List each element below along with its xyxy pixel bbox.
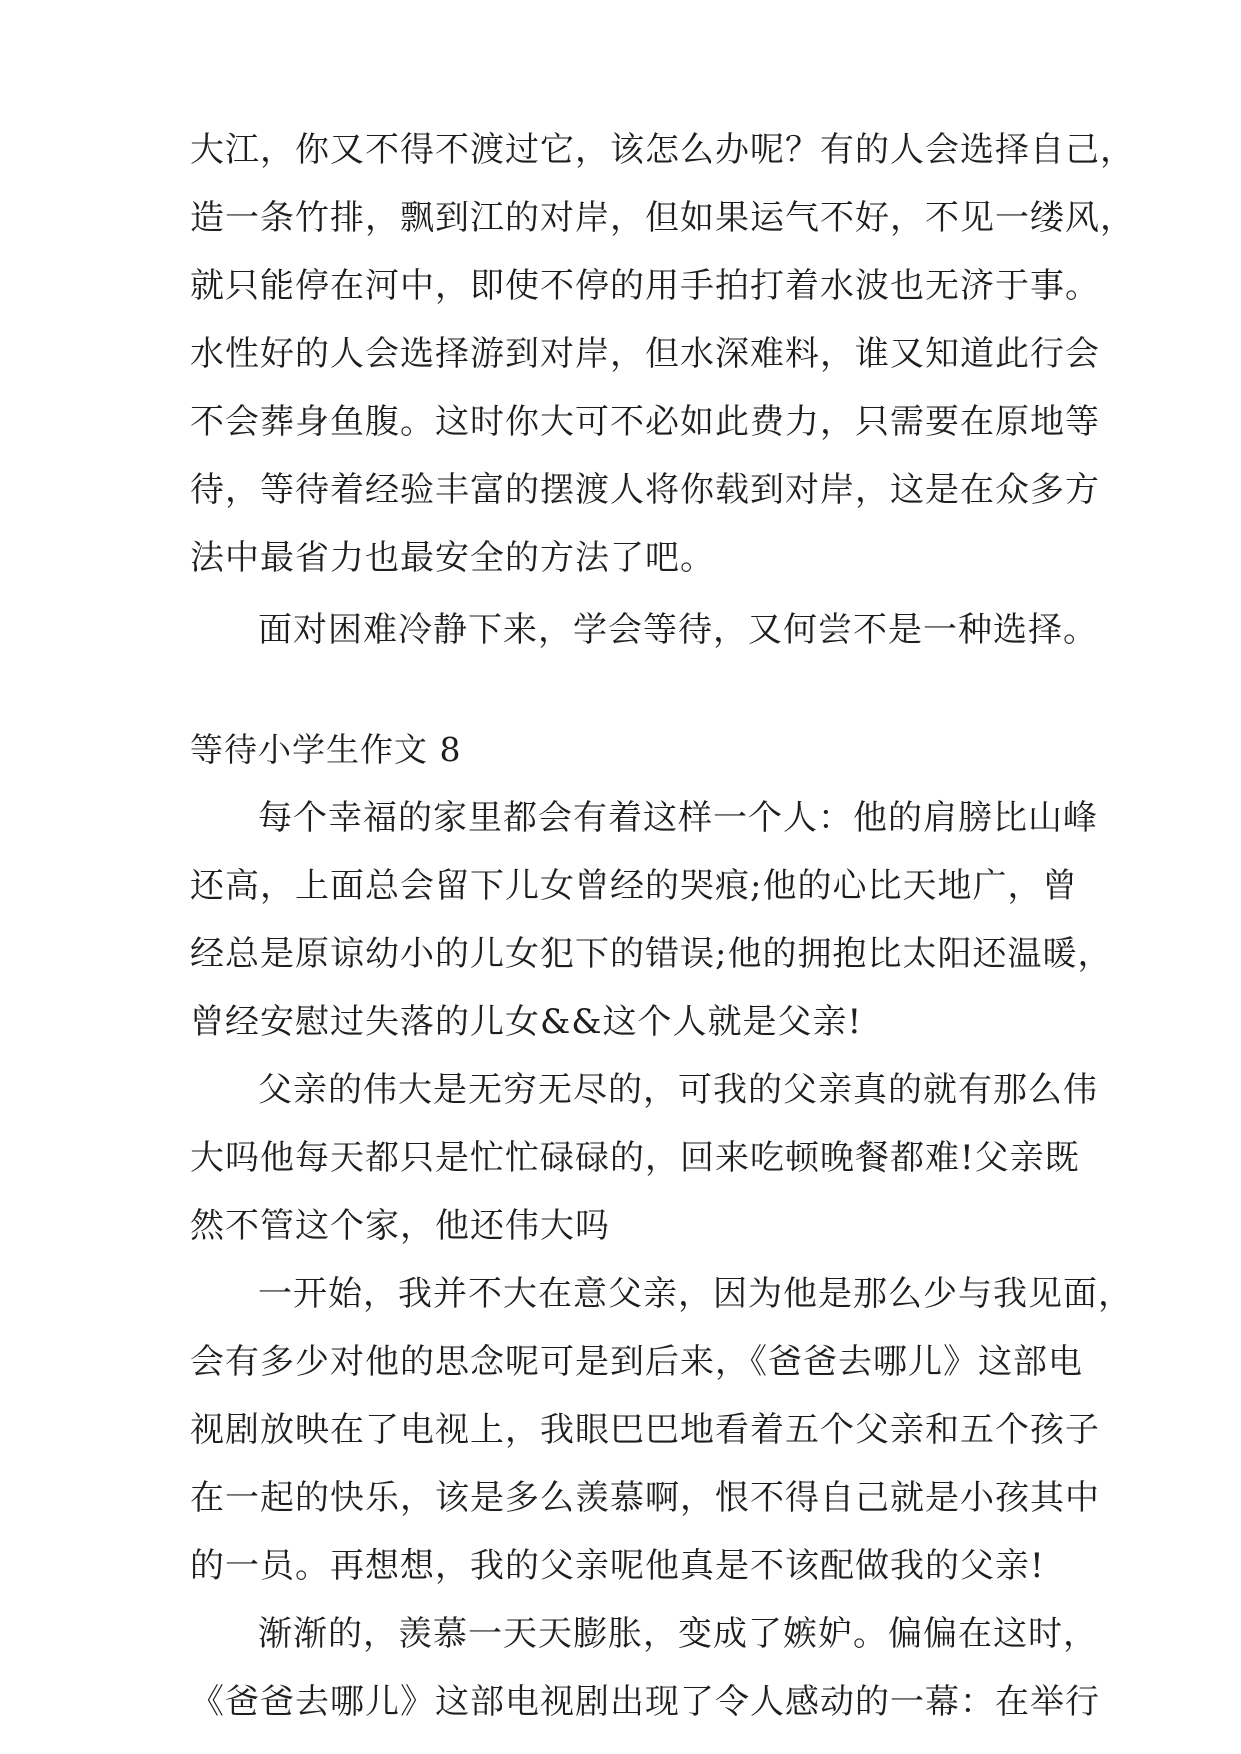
section-heading: 等待小学生作文 8 xyxy=(190,730,462,769)
text-line: 父亲的伟大是无穷无尽的，可我的父亲真的就有那么伟 xyxy=(258,1070,1098,1110)
text-line: 一开始，我并不大在意父亲，因为他是那么少与我见面， xyxy=(258,1274,1133,1314)
text-line: 法中最省力也最安全的方法了吧。 xyxy=(190,538,715,578)
text-line: 大江，你又不得不渡过它，该怎么办呢？有的人会选择自己， xyxy=(190,130,1135,170)
text-line: 就只能停在河中，即使不停的用手拍打着水波也无济于事。 xyxy=(190,266,1100,306)
text-line: 造一条竹排，飘到江的对岸，但如果运气不好，不见一缕风， xyxy=(190,198,1135,238)
text-line: 视剧放映在了电视上，我眼巴巴地看着五个父亲和五个孩子 xyxy=(190,1410,1100,1450)
text-line: 在一起的快乐，该是多么羡慕啊，恨不得自己就是小孩其中 xyxy=(190,1478,1100,1518)
text-line: 渐渐的，羡慕一天天膨胀，变成了嫉妒。偏偏在这时， xyxy=(258,1614,1098,1654)
text-line: 曾经安慰过失落的儿女&&这个人就是父亲! xyxy=(190,1002,863,1042)
text-line: 还高，上面总会留下儿女曾经的哭痕;他的心比天地广，曾 xyxy=(190,866,1078,906)
closing-line: 面对困难冷静下来，学会等待，又何尝不是一种选择。 xyxy=(258,610,1098,650)
text-line: 会有多少对他的思念呢可是到后来，《爸爸去哪儿》这部电 xyxy=(190,1342,1083,1382)
text-line: 水性好的人会选择游到对岸，但水深难料，谁又知道此行会 xyxy=(190,334,1100,374)
text-line: 经总是原谅幼小的儿女犯下的错误;他的拥抱比太阳还温暖， xyxy=(190,934,1113,974)
text-line: 的一员。再想想，我的父亲呢他真是不该配做我的父亲! xyxy=(190,1546,1045,1586)
text-line: 《爸爸去哪儿》这部电视剧出现了令人感动的一幕：在举行 xyxy=(190,1682,1100,1722)
text-line: 不会葬身鱼腹。这时你大可不必如此费力，只需要在原地等 xyxy=(190,402,1100,442)
text-line: 然不管这个家，他还伟大吗 xyxy=(190,1206,610,1246)
text-line: 大吗他每天都只是忙忙碌碌的，回来吃顿晚餐都难!父亲既 xyxy=(190,1138,1080,1178)
text-line: 每个幸福的家里都会有着这样一个人：他的肩膀比山峰 xyxy=(258,798,1098,838)
text-line: 待，等待着经验丰富的摆渡人将你载到对岸，这是在众多方 xyxy=(190,470,1100,510)
